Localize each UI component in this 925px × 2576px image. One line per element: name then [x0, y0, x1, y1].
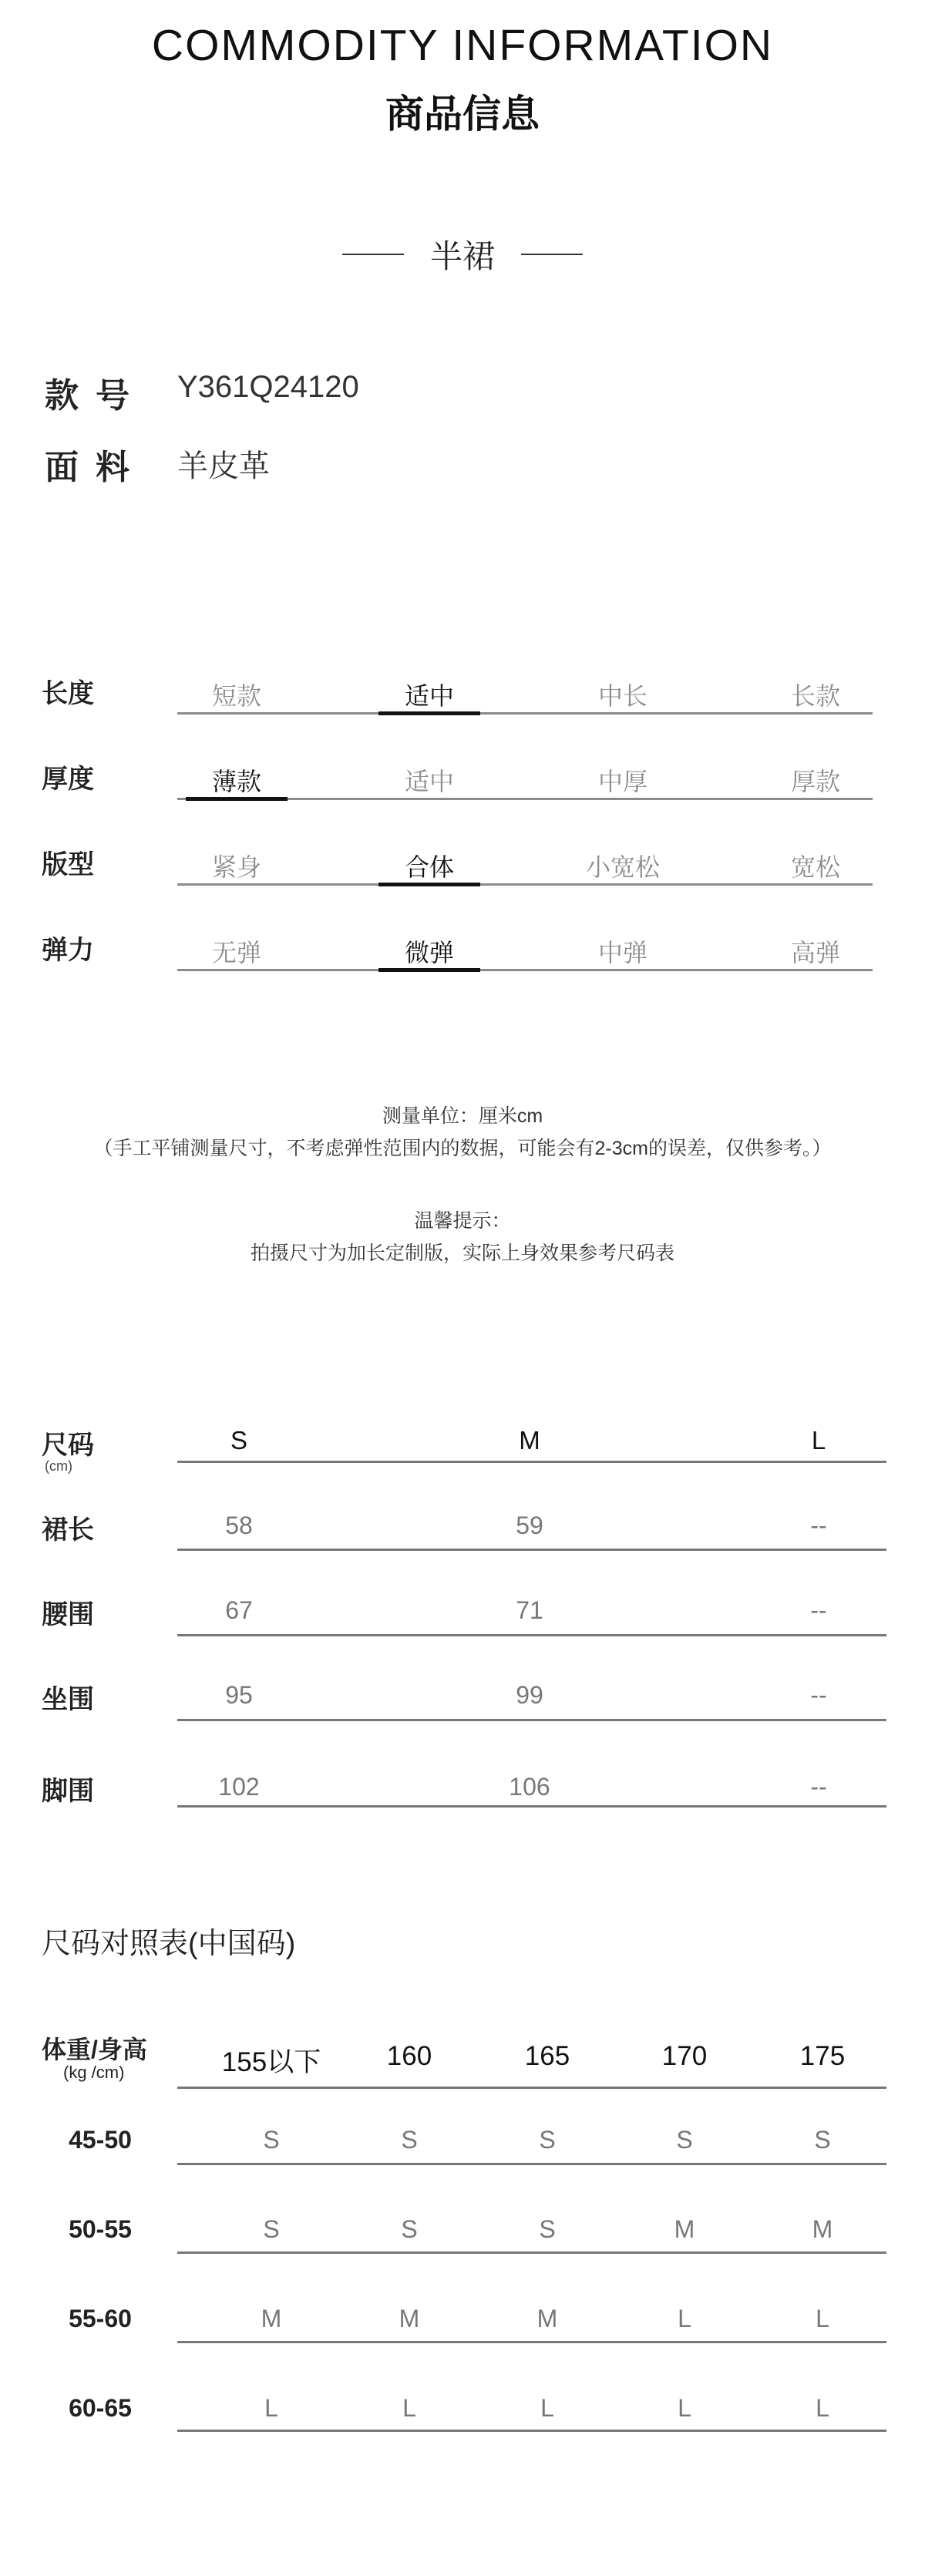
- reference-size-cell: L: [402, 2394, 416, 2422]
- reference-size-cell: S: [401, 2215, 418, 2243]
- info-key-fabric: 面料: [45, 449, 146, 486]
- size-table-cell: 58: [225, 1512, 253, 1539]
- section-dash-right: [521, 254, 583, 255]
- attribute-selected-indicator: [378, 968, 480, 972]
- attribute-option: 厚款: [790, 768, 840, 795]
- size-column-header: S: [230, 1426, 247, 1454]
- reference-size-cell: L: [816, 2305, 829, 2332]
- reference-size-cell: S: [676, 2126, 693, 2154]
- reference-size-cell: M: [674, 2215, 695, 2243]
- size-row-label: 脚围: [42, 1777, 94, 1806]
- attribute-option-selected: 适中: [404, 682, 454, 710]
- height-column-header: 170: [661, 2041, 708, 2071]
- attribute-selected-indicator: [378, 711, 480, 715]
- size-table-cell: --: [810, 1512, 827, 1539]
- size-row-label: 裙长: [42, 1515, 94, 1545]
- reference-size-cell: M: [536, 2305, 558, 2332]
- reference-size-cell: M: [261, 2305, 282, 2332]
- size-table-header-label: 尺码: [42, 1431, 94, 1460]
- weight-row-label: 60-65: [69, 2394, 132, 2422]
- reference-row-line: [177, 2087, 886, 2089]
- measure-unit-note: 测量单位：厘米cm: [382, 1105, 543, 1127]
- attribute-option: 长款: [790, 682, 840, 710]
- size-table-header-unit: (cm): [45, 1458, 72, 1474]
- weight-row-label: 55-60: [69, 2305, 132, 2332]
- size-table-cell: 106: [509, 1773, 550, 1801]
- size-table-row-line: [177, 1719, 886, 1721]
- attribute-scale-line: [177, 712, 873, 715]
- size-row-label: 腰围: [42, 1600, 94, 1629]
- attribute-option: 紧身: [211, 853, 261, 881]
- attribute-scale-line: [177, 969, 873, 971]
- reference-header-label: 体重/身高: [42, 2036, 147, 2063]
- attribute-option: 中长: [597, 682, 648, 710]
- attribute-option-selected: 薄款: [211, 768, 261, 795]
- section-heading: [0, 231, 925, 277]
- weight-row-label: 50-55: [69, 2215, 132, 2243]
- size-table-cell: --: [810, 1596, 827, 1624]
- height-column-header: 175: [799, 2041, 846, 2071]
- reference-chart-title: 尺码对照表(中国码): [42, 1928, 296, 1960]
- attribute-option: 无弹: [211, 939, 261, 967]
- reference-size-cell: S: [263, 2215, 280, 2243]
- size-table-cell: 59: [516, 1512, 543, 1539]
- reference-size-cell: S: [539, 2215, 556, 2243]
- section-heading-text: 半裙: [429, 238, 495, 274]
- size-table-row-line: [177, 1634, 886, 1636]
- weight-row-label: 45-50: [69, 2126, 132, 2154]
- reference-row-line: [177, 2163, 886, 2165]
- size-table-cell: 99: [516, 1681, 543, 1709]
- size-table-cell: 67: [225, 1596, 253, 1624]
- attribute-label: 弹力: [42, 936, 94, 965]
- size-table-cell: 102: [218, 1773, 260, 1801]
- reference-size-cell: S: [814, 2126, 831, 2154]
- page-title-en: COMMODITY INFORMATION: [151, 21, 774, 70]
- reference-header-unit: (kg /cm): [63, 2063, 125, 2082]
- reference-row-line: [177, 2251, 886, 2254]
- tip-title: 温馨提示：: [414, 1210, 511, 1232]
- reference-size-cell: S: [263, 2126, 280, 2154]
- attribute-label: 长度: [42, 679, 94, 708]
- attribute-option: 短款: [211, 682, 261, 710]
- tip-text: 拍摄尺寸为加长定制版，实际上身效果参考尺码表: [250, 1243, 674, 1264]
- height-column-header: 165: [524, 2041, 570, 2071]
- measure-disclaimer: （手工平铺测量尺寸，不考虑弹性范围内的数据，可能会有2-3cm的误差，仅供参考。）: [93, 1138, 832, 1159]
- info-value-style-no: Y361Q24120: [177, 370, 359, 404]
- attribute-option: 中弹: [597, 939, 648, 967]
- attribute-option-selected: 合体: [404, 853, 454, 881]
- page-title-cn: 商品信息: [385, 92, 540, 136]
- reference-size-cell: M: [812, 2215, 833, 2243]
- size-table-cell: --: [810, 1681, 827, 1709]
- attribute-selected-indicator: [378, 883, 480, 886]
- height-column-header: 160: [386, 2041, 432, 2071]
- size-table-cell: --: [810, 1773, 827, 1801]
- size-column-header: L: [811, 1426, 826, 1454]
- attribute-option: 高弹: [790, 939, 840, 967]
- size-table-cell: 71: [516, 1596, 543, 1624]
- reference-size-cell: L: [678, 2305, 691, 2332]
- attribute-option: 宽松: [790, 853, 840, 881]
- reference-size-cell: S: [539, 2126, 556, 2154]
- reference-size-cell: L: [816, 2394, 829, 2422]
- attribute-option-selected: 微弹: [404, 939, 454, 967]
- attribute-selected-indicator: [186, 797, 288, 801]
- reference-row-line: [177, 2430, 886, 2432]
- size-column-header: M: [519, 1426, 540, 1454]
- reference-row-line: [177, 2341, 886, 2343]
- info-value-fabric: 羊皮革: [177, 449, 270, 483]
- info-key-style-no: 款号: [45, 377, 146, 415]
- size-table-row-line: [177, 1805, 886, 1808]
- attribute-option: 适中: [404, 768, 454, 795]
- height-column-header: 155以下: [221, 2047, 321, 2077]
- reference-size-cell: L: [678, 2394, 691, 2422]
- size-row-label: 坐围: [42, 1685, 94, 1714]
- reference-size-cell: S: [401, 2126, 418, 2154]
- attribute-label: 版型: [42, 850, 94, 879]
- attribute-option: 小宽松: [585, 853, 660, 881]
- attribute-label: 厚度: [42, 765, 94, 794]
- section-dash-left: [342, 254, 404, 255]
- size-table-row-line: [177, 1549, 886, 1551]
- size-table-cell: 95: [225, 1681, 253, 1709]
- reference-size-cell: L: [264, 2394, 278, 2422]
- reference-size-cell: M: [399, 2305, 420, 2332]
- reference-size-cell: L: [540, 2394, 554, 2422]
- size-table-row-line: [177, 1461, 886, 1463]
- attribute-option: 中厚: [597, 768, 648, 795]
- attribute-scale-line: [177, 883, 873, 886]
